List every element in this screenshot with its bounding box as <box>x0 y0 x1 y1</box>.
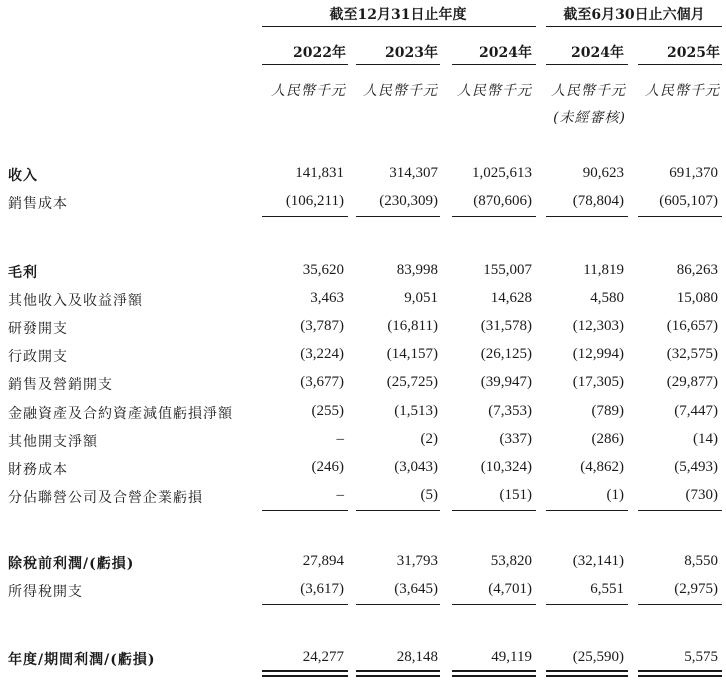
cell-share-of-losses-2022: – <box>336 487 344 503</box>
row-label-gross-profit: 毛利 <box>8 265 38 281</box>
cell-impairment-2025-interim: (7,447) <box>674 403 718 419</box>
header-group-full-year: 截至12月31日止年度 <box>329 7 467 23</box>
total-rule <box>356 675 440 677</box>
cell-revenue-2025-interim: 691,370 <box>669 165 718 181</box>
cell-cost-of-sales-2024: (870,606) <box>473 193 532 209</box>
header-group-full-year-underline <box>262 26 536 27</box>
subtotal-rule <box>452 216 536 217</box>
cell-profit-for-period-2024-interim: (25,590) <box>572 649 624 665</box>
subtotal-rule <box>452 510 536 511</box>
cell-admin-2024-interim: (12,994) <box>572 346 624 362</box>
subtotal-rule <box>262 604 348 605</box>
subtotal-rule <box>546 604 628 605</box>
cell-rnd-2023: (16,811) <box>387 318 438 334</box>
cell-gross-profit-2024: 155,007 <box>483 262 532 278</box>
cell-admin-2024: (26,125) <box>480 346 532 362</box>
year-underline-2022 <box>262 64 348 65</box>
subtotal-rule <box>546 216 628 217</box>
total-rule <box>452 670 536 672</box>
cell-profit-before-tax-2024-interim: (32,141) <box>572 553 624 569</box>
cell-gross-profit-2023: 83,998 <box>396 262 438 278</box>
subtotal-rule <box>356 604 440 605</box>
cell-other-expenses-2024: (337) <box>499 431 532 447</box>
subtotal-rule <box>638 510 722 511</box>
year-header-2025-interim: 2025年 <box>667 45 720 61</box>
total-rule <box>452 675 536 677</box>
cell-profit-for-period-2022: 24,277 <box>302 649 344 665</box>
cell-other-income-2023: 9,051 <box>404 290 438 306</box>
cell-admin-2023: (14,157) <box>386 346 438 362</box>
year-header-2022: 2022年 <box>293 45 346 61</box>
cell-impairment-2024-interim: (789) <box>591 403 624 419</box>
cell-finance-costs-2024-interim: (4,862) <box>580 459 624 475</box>
cell-selling-2025-interim: (29,877) <box>666 374 718 390</box>
cell-revenue-2022: 141,831 <box>295 165 344 181</box>
row-label-other-expenses: 其他開支淨額 <box>8 434 98 450</box>
cell-admin-2025-interim: (32,575) <box>666 346 718 362</box>
cell-cost-of-sales-2025-interim: (605,107) <box>659 193 718 209</box>
cell-profit-for-period-2023: 28,148 <box>396 649 438 665</box>
cell-selling-2023: (25,725) <box>386 374 438 390</box>
row-label-profit-before-tax: 除稅前利潤/(虧損) <box>8 556 135 572</box>
year-underline-2023 <box>356 64 440 65</box>
total-rule <box>638 675 722 677</box>
cell-other-income-2025-interim: 15,080 <box>676 290 718 306</box>
cell-gross-profit-2024-interim: 11,819 <box>583 262 624 278</box>
subtotal-rule <box>638 216 722 217</box>
unit-label-2023: 人民幣千元 <box>363 83 438 99</box>
cell-gross-profit-2022: 35,620 <box>302 262 344 278</box>
cell-revenue-2024-interim: 90,623 <box>582 165 624 181</box>
cell-profit-before-tax-2022: 27,894 <box>302 553 344 569</box>
cell-profit-for-period-2024: 49,119 <box>491 649 532 665</box>
cell-other-income-2024: 14,628 <box>490 290 532 306</box>
cell-selling-2024: (39,947) <box>480 374 532 390</box>
cell-other-expenses-2024-interim: (286) <box>591 431 624 447</box>
cell-admin-2022: (3,224) <box>300 346 344 362</box>
cell-income-tax-2024-interim: 6,551 <box>590 581 624 597</box>
cell-finance-costs-2024: (10,324) <box>480 459 532 475</box>
total-rule <box>638 670 722 672</box>
cell-rnd-2022: (3,787) <box>300 318 344 334</box>
cell-cost-of-sales-2022: (106,211) <box>285 193 344 209</box>
row-label-profit-for-period: 年度/期間利潤/(虧損) <box>8 652 156 668</box>
unit-label-2022: 人民幣千元 <box>271 83 346 99</box>
year-underline-2024-interim <box>546 64 628 65</box>
cell-other-expenses-2025-interim: (14) <box>693 431 718 447</box>
row-label-income-tax: 所得稅開支 <box>8 584 83 600</box>
subtotal-rule <box>262 510 348 511</box>
cell-profit-for-period-2025-interim: 5,575 <box>684 649 718 665</box>
cell-gross-profit-2025-interim: 86,263 <box>676 262 718 278</box>
cell-income-tax-2025-interim: (2,975) <box>674 581 718 597</box>
cell-rnd-2025-interim: (16,657) <box>666 318 718 334</box>
cell-impairment-2023: (1,513) <box>394 403 438 419</box>
cell-finance-costs-2023: (3,043) <box>394 459 438 475</box>
cell-rnd-2024-interim: (12,303) <box>572 318 624 334</box>
row-label-revenue: 收入 <box>8 168 38 184</box>
cell-finance-costs-2025-interim: (5,493) <box>674 459 718 475</box>
cell-income-tax-2022: (3,617) <box>300 581 344 597</box>
subtotal-rule <box>638 604 722 605</box>
cell-other-income-2024-interim: 4,580 <box>590 290 624 306</box>
cell-revenue-2024: 1,025,613 <box>472 165 532 181</box>
header-group-six-months-underline <box>546 26 722 27</box>
cell-income-tax-2023: (3,645) <box>394 581 438 597</box>
row-label-selling-expenses: 銷售及營銷開支 <box>8 377 113 393</box>
total-rule <box>356 670 440 672</box>
cell-other-income-2022: 3,463 <box>310 290 344 306</box>
row-label-cost-of-sales: 銷售成本 <box>8 196 68 212</box>
subtotal-rule <box>262 216 348 217</box>
total-rule <box>262 675 348 677</box>
unit-label-2024: 人民幣千元 <box>457 83 532 99</box>
total-rule <box>546 675 628 677</box>
cell-profit-before-tax-2024: 53,820 <box>490 553 532 569</box>
row-label-rnd-expenses: 研發開支 <box>8 321 68 337</box>
row-label-share-of-losses: 分佔聯營公司及合營企業虧損 <box>8 490 203 506</box>
cell-rnd-2024: (31,578) <box>480 318 532 334</box>
unaudited-label: (未經審核) <box>553 110 626 126</box>
unit-label-2025-interim: 人民幣千元 <box>645 83 720 99</box>
cell-impairment-2024: (7,353) <box>488 403 532 419</box>
cell-profit-before-tax-2025-interim: 8,550 <box>684 553 718 569</box>
cell-share-of-losses-2023: (5) <box>420 487 438 503</box>
year-underline-2025-interim <box>638 64 722 65</box>
cell-finance-costs-2022: (246) <box>311 459 344 475</box>
unit-label-2024-interim: 人民幣千元 <box>551 83 626 99</box>
total-rule <box>262 670 348 672</box>
subtotal-rule <box>546 510 628 511</box>
row-label-impairment-losses: 金融資產及合約資產減值虧損淨額 <box>8 406 233 422</box>
year-underline-2024 <box>452 64 536 65</box>
cell-other-expenses-2023: (2) <box>420 431 438 447</box>
subtotal-rule <box>452 604 536 605</box>
subtotal-rule <box>356 216 440 217</box>
total-rule <box>546 670 628 672</box>
row-label-admin-expenses: 行政開支 <box>8 349 68 365</box>
cell-other-expenses-2022: – <box>336 431 344 447</box>
row-label-other-income: 其他收入及收益淨額 <box>8 293 143 309</box>
year-header-2023: 2023年 <box>385 45 438 61</box>
cell-share-of-losses-2025-interim: (730) <box>685 487 718 503</box>
cell-impairment-2022: (255) <box>311 403 344 419</box>
header-group-six-months: 截至6月30日止六個月 <box>563 7 705 23</box>
cell-cost-of-sales-2023: (230,309) <box>379 193 438 209</box>
cell-selling-2024-interim: (17,305) <box>572 374 624 390</box>
cell-share-of-losses-2024: (151) <box>499 487 532 503</box>
year-header-2024-interim: 2024年 <box>571 45 624 61</box>
cell-profit-before-tax-2023: 31,793 <box>396 553 438 569</box>
cell-revenue-2023: 314,307 <box>389 165 438 181</box>
year-header-2024: 2024年 <box>479 45 532 61</box>
row-label-finance-costs: 財務成本 <box>8 462 68 478</box>
cell-share-of-losses-2024-interim: (1) <box>606 487 624 503</box>
cell-income-tax-2024: (4,701) <box>488 581 532 597</box>
cell-selling-2022: (3,677) <box>300 374 344 390</box>
cell-cost-of-sales-2024-interim: (78,804) <box>572 193 624 209</box>
subtotal-rule <box>356 510 440 511</box>
